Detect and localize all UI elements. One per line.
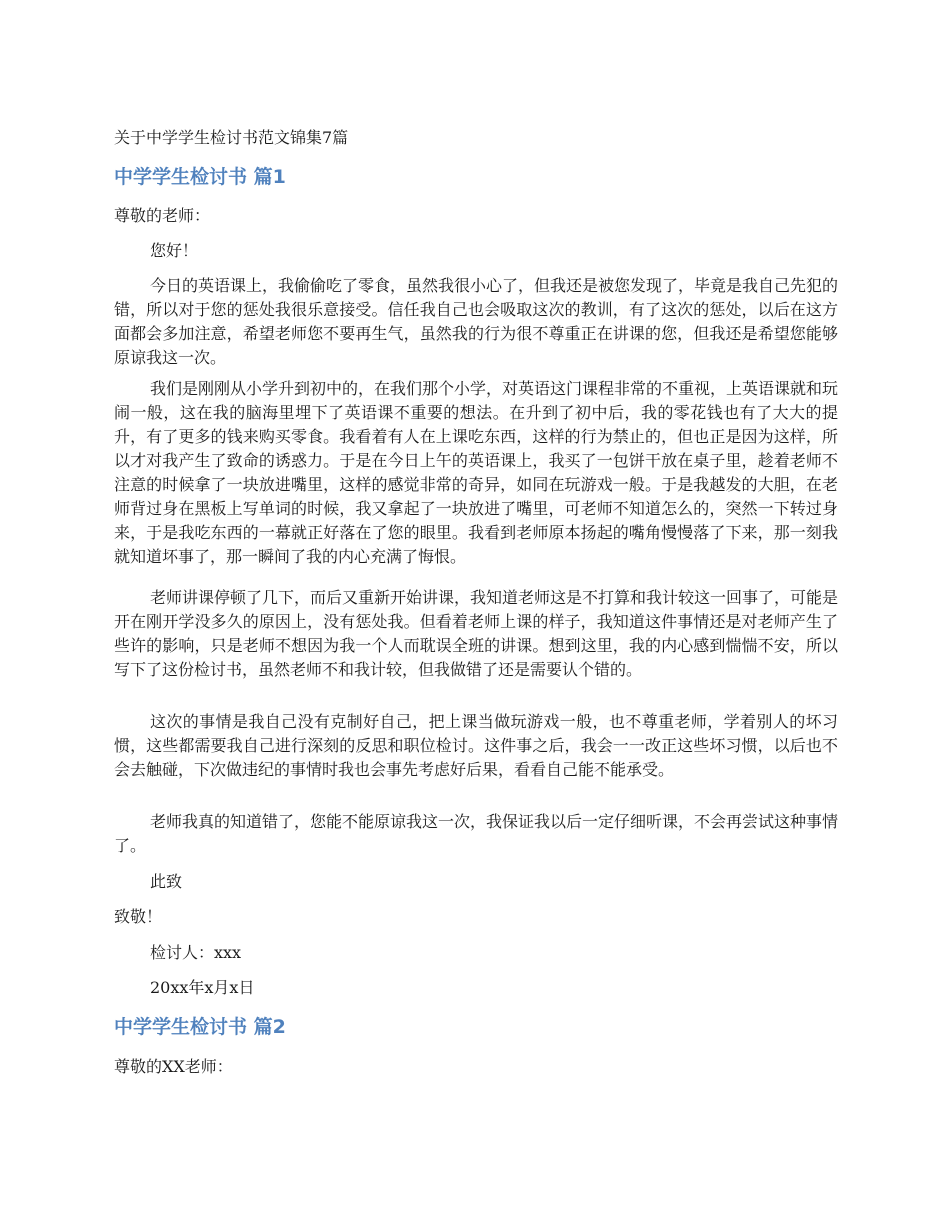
document-title: 关于中学学生检讨书范文锦集7篇 — [114, 128, 349, 147]
body-paragraph-3: 老师讲课停顿了几下，而后又重新开始讲课，我知道老师这是不打算和我计较这一回事了，可能是开在刚开学没多久的原因上，没有惩处我。但看着老师上课的样子，我知道这件事情还是对老师产生了些许的影响，只是老师不想因为我一个人而耽误全班的讲课。想到这里，我的内心感到惴惴不安，所以写下了这份检讨书，虽然老师不和我计较，但我做错了还是需要认个错的。 — [114, 588, 839, 679]
greeting: 您好！ — [150, 241, 199, 260]
closing: 此致 — [150, 872, 183, 891]
body-paragraph-2: 我们是刚刚从小学升到初中的，在我们那个小学，对英语这门课程非常的不重视，上英语课就和玩闹一般，这在我的脑海里埋下了英语课不重要的想法。在升到了初中后，我的零花钱也有了大大的提升，有了更多的钱来购买零食。我看着有人在上课吃东西，这样的行为禁止的，但也正是因为这样，所以才对我产生了致命的诱惑力。于是在今日上午的英语课上，我买了一包饼干放在桌子里，趁着老师不注意的时候拿了一块放进嘴里，这样的感觉非常的奇异，如同在玩游戏一般。于是我越发的大胆，在老师背过身在黑板上写单词的时候，我又拿起了一块放进了嘴里，可老师不知道怎么的，突然一下转过身来，于是我吃东西的一幕就正好落在了您的眼里。我看到老师原本扬起的嘴角慢慢落了下来，那一刻我就知道坏事了，那一瞬间了我的内心充满了悔恨。 — [114, 379, 839, 566]
salutation-2: 尊敬的XX老师： — [114, 1057, 233, 1076]
salutation: 尊敬的老师： — [114, 206, 211, 225]
body-paragraph-5: 老师我真的知道错了，您能不能原谅我这一次，我保证我以后一定仔细听课，不会再尝试这种事情了。 — [114, 812, 839, 855]
section-heading-2: 中学学生检讨书 篇2 — [114, 1016, 286, 1038]
date: 20xx年x月x日 — [150, 978, 255, 997]
regards: 致敬！ — [114, 907, 163, 926]
body-paragraph-1: 今日的英语课上，我偷偷吃了零食，虽然我很小心了，但我还是被您发现了，毕竟是我自己先犯的错，所以对于您的惩处我很乐意接受。信任我自己也会吸取这次的教训，有了这次的惩处，以后在这方面都会多加注意，希望老师您不要再生气，虽然我的行为很不尊重正在讲课的您，但我还是希望您能够原谅我这一次。 — [114, 276, 839, 367]
section-heading-1: 中学学生检讨书 篇1 — [114, 166, 286, 188]
body-paragraph-4: 这次的事情是我自己没有克制好自己，把上课当做玩游戏一般，也不尊重老师，学着别人的坏习惯，这些都需要我自己进行深刻的反思和职位检讨。这件事之后，我会一一改正这些坏习惯，以后也不会去触碰，下次做违纪的事情时我也会事先考虑好后果，看看自己能不能承受。 — [114, 712, 838, 779]
signer: 检讨人：xxx — [150, 943, 242, 962]
